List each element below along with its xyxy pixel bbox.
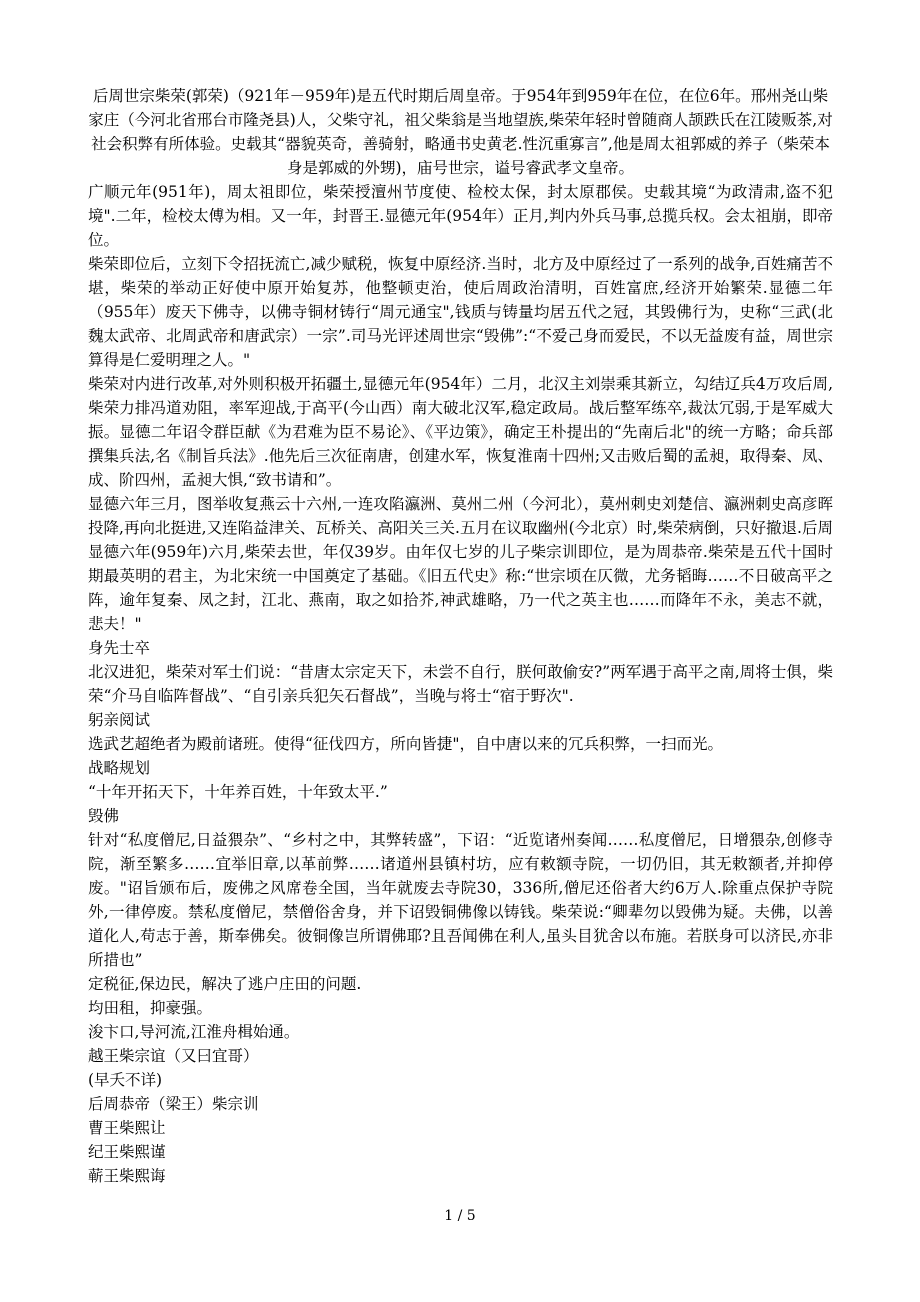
document-body bbox=[88, 84, 833, 1188]
list-item-son-3: 曹王柴熙让 bbox=[88, 1119, 166, 1137]
paragraph-guangshun: 广顺元年(951年)，周太祖即位，柴荣授澶州节度使、检校太保，封太原郡侯。史载其境“为政清肃,盗不犯境".二年，检校太傅为相。又一年，封晋王.显德元年(954年）正月,判内外兵马事,总揽兵权。会太祖崩，即帝位。 bbox=[88, 183, 833, 249]
page-number: 1 / 5 bbox=[444, 1208, 476, 1224]
heading-strategy: 战略规划 bbox=[88, 759, 151, 777]
paragraph-strategy: “十年开拓天下，十年养百姓，十年致太平.” bbox=[88, 783, 388, 801]
heading-review: 躬亲阅试 bbox=[88, 711, 151, 729]
paragraph-reforms: 柴荣对内进行改革,对外则积极开拓疆土,显德元年(954年）二月，北汉主刘崇乘其新立，勾结辽兵4万攻后周,柴荣力排冯道劝阻，率军迎战,于高平(今山西）南大破北汉军,稳定政局。战后整军练卒,裁汰冗弱,于是军威大振。显德二年诏令群臣献《为君难为臣不易论》、《平边策》，确定王朴提出的“先南后北"的统一方略；命兵部撰集兵法,名《制旨兵法》.他先后三次征南唐，创建水军，恢复淮南十四州;又击败后蜀的孟昶，取得秦、凤、成、阶四州，孟昶大惧,“致书请和”。 bbox=[88, 375, 833, 489]
list-item-son-5: 蕲王柴熙诲 bbox=[88, 1167, 166, 1185]
list-item-son-1: 越王柴宗谊（又曰宜哥） bbox=[88, 1047, 259, 1065]
paragraph-lead-troops: 北汉进犯，柴荣对军士们说：“昔唐太宗定天下，未尝不自行，朕何敢偷安?”两军遇于高平之南,周将士俱，柴荣“介马自临阵督战”、“自引亲兵犯矢石督战”，当晚与将士“宿于野次". bbox=[88, 663, 833, 705]
list-item-son-2: 后周恭帝（梁王）柴宗训 bbox=[88, 1095, 259, 1113]
paragraph-review: 选武艺超绝者为殿前诸班。使得“征伐四方，所向皆捷"，自中唐以来的冗兵积弊，一扫而光。 bbox=[88, 735, 724, 753]
paragraph-buddhism: 针对“私度僧尼,日益猥杂”、“乡村之中，其弊转盛”，下诏：“近览诸州奏闻……私度僧尼，日增猥杂,创修寺院，渐至繁多……宜举旧章,以革前弊……诸道州县镇村坊，应有敕额寺院，一切仍旧，其无敕额者,并抑停废。"诏旨颁布后，废佛之风席卷全国，当年就废去寺院30，336所,僧尼还俗者大约6万人.除重点保护寺院外,一律停废。禁私度僧尼，禁僧俗舍身，并下诏毁铜佛像以铸钱。柴荣说:“卿辈勿以毁佛为疑。夫佛，以善道化人,苟志于善，斯奉佛矣。彼铜像岂所谓佛耶?且吾闻佛在利人,虽头目犹舍以布施。若朕身可以济民,亦非所措也” bbox=[88, 831, 833, 969]
list-item-son-4: 纪王柴熙谨 bbox=[88, 1143, 166, 1161]
intro-paragraph: 后周世宗柴荣(郭荣)（921年－959年)是五代时期后周皇帝。于954年到959年在位，在位6年。邢州尧山柴家庄（今河北省邢台市隆尧县)人，父柴守礼，祖父柴翁是当地望族,柴荣年轻时曾随商人颉跌氏在江陵贩茶,对社会积弊有所体验。史载其“器貌英奇，善骑射，略通书史黄老.性沉重寡言”,他是周太祖郭威的养子（柴荣本身是郭威的外甥)，庙号世宗，谥号睿武孝文皇帝。 bbox=[88, 87, 833, 177]
list-item-son-1-note: (早夭不详) bbox=[88, 1071, 163, 1089]
heading-lead-troops: 身先士卒 bbox=[88, 639, 151, 657]
paragraph-land: 均田租，抑豪强。 bbox=[88, 999, 213, 1017]
paragraph-tax: 定税征,保边民，解决了逃户庄田的问题. bbox=[88, 975, 362, 993]
paragraph-accession: 柴荣即位后，立刻下令招抚流亡,减少赋税，恢复中原经济.当时，北方及中原经过了一系列的战争,百姓痛苦不堪，柴荣的举动正好使中原开始复苏，他整顿吏治，使后周政治清明，百姓富庶,经济开始繁荣.显德二年（955年）废天下佛寺，以佛寺铜材铸行“周元通宝",钱质与铸量均居五代之冠，其毁佛行为，史称“三武(北魏太武帝、北周武帝和唐武宗）一宗”.司马光评述周世宗“毁佛”:“不爱己身而爱民，不以无益废有益，周世宗算得是仁爱明理之人。" bbox=[88, 255, 833, 369]
heading-buddhism: 毁佛 bbox=[88, 807, 120, 825]
paragraph-canal: 浚卞口,导河流,江淮舟楫始通。 bbox=[88, 1023, 300, 1041]
paragraph-northern-campaign: 显德六年三月，图举收复燕云十六州,一连攻陷瀛洲、莫州二州（今河北），莫州刺史刘楚信、瀛洲刺史高彦晖投降,再向北挺进,又连陷益津关、瓦桥关、高阳关三关.五月在议取幽州(今北京）时,柴荣病倒，只好撤退.后周显德六年(959年)六月,柴荣去世，年仅39岁。由年仅七岁的儿子柴宗训即位，是为周恭帝.柴荣是五代十国时期最英明的君主，为北宋统一中国奠定了基础。《旧五代史》称:“世宗顷在仄微，尤务韬晦……不日破高平之阵，逾年复秦、凤之封，江北、燕南，取之如拾芥,神武雄略，乃一代之英主也……而降年不永，美志不就，悲夫！" bbox=[88, 495, 833, 633]
